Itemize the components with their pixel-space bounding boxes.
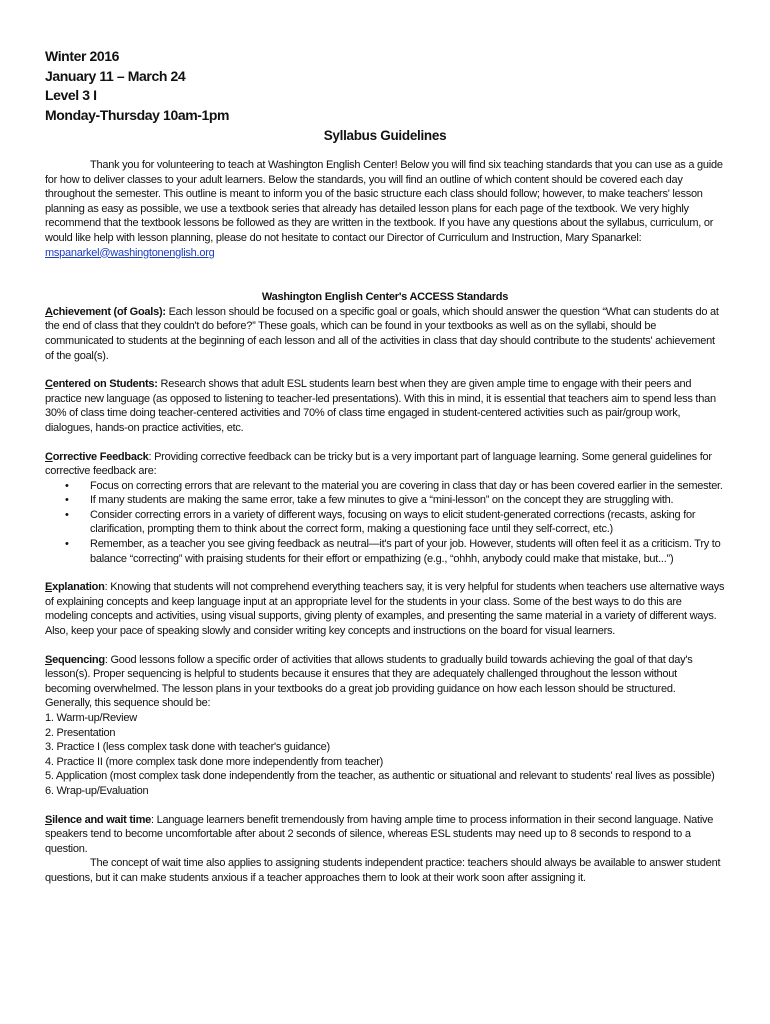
sequence-list (45, 711, 725, 799)
email-link[interactable]: mspanarkel@washingtonenglish.org (45, 246, 215, 259)
section-label (45, 654, 105, 666)
section-sequencing (45, 653, 725, 711)
bullet-icon: • (65, 538, 69, 551)
section-label-rest: entered on Students: (52, 378, 158, 391)
list-item: 5. Application (most complex task done independently from the teacher, as authentic or situational and relevant to students' real lives as possible) (45, 770, 715, 783)
section-label-rest: equencing (52, 653, 105, 666)
dates: January 11 – March 24 (45, 67, 186, 84)
bullet-text: If many students are making the same error, take a few minutes to give a “mini-lesson” on the concept they are struggling with. (90, 494, 674, 507)
section-centered (45, 377, 725, 435)
section-text: : Good lessons follow a specific order of activities that allows students to gradually build towards achieving the goal of that day's lesson(s). Proper sequencing is helpful to students because it ensures that they are adequately challenged throughout the lesson without becoming overwhelmed. The lesson plans in your textbooks do a great job providing guidance on how each lesson should be structured. Generally, this sequence should be: (45, 653, 693, 710)
bullet-icon: • (65, 479, 69, 492)
section-silence-paragraph-2: The concept of wait time also applies to assigning students independent practice: teachers should always be available to answer student questions, but it can make students anxious if a teacher approaches them to look at their work soon after assigning it. (45, 857, 721, 884)
section-silence (45, 813, 725, 857)
intro-email-line (45, 246, 725, 261)
section-label-rest: orrective Feedback (52, 450, 149, 463)
list-item (45, 537, 725, 566)
page-title: Syllabus Guidelines (323, 128, 447, 143)
list-item: 2. Presentation (45, 726, 116, 739)
document-page (45, 47, 725, 886)
section-label (45, 451, 148, 463)
schedule: Monday-Thursday 10am-1pm (45, 106, 230, 123)
section-label (45, 378, 158, 390)
section-initial: S (45, 813, 53, 826)
section-label (45, 814, 151, 826)
section-label (45, 306, 166, 318)
section-explanation (45, 580, 725, 638)
list-item (45, 508, 725, 537)
section-initial: A (45, 305, 53, 318)
section-label-rest: chievement (of Goals): (52, 305, 166, 318)
list-item (45, 479, 725, 494)
feedback-bullet-list (45, 479, 725, 567)
course-header (45, 47, 725, 125)
section-corrective (45, 450, 725, 479)
level: Level 3 I (45, 87, 97, 103)
bullet-icon: • (65, 494, 69, 507)
list-item: 4. Practice II (more complex task done more independently from teacher) (45, 755, 384, 768)
section-initial: E (45, 581, 53, 594)
section-achievement (45, 305, 725, 363)
bullet-text: Focus on correcting errors that are relevant to the material you are covering in class that day or has been covered earlier in the semester. (90, 479, 723, 492)
section-initial: C (45, 450, 53, 463)
section-label-rest: ilence and wait time (52, 813, 152, 826)
standards-title: Washington English Center's ACCESS Standards (261, 291, 509, 304)
intro-text: Thank you for volunteering to teach at Washington English Center! Below you will find six teaching standards that you can use as a guide for how to deliver classes to your adult learners. Below the standards, you will find an outline of which content should be covered each day throughout the semester. This outline is meant to inform you of the basic structure each class should follow; however, to make teachers' lesson planning as easy as possible, we use a textbook series that already has detailed lesson plans for each page of the textbook. We very highly recommend that the textbook lessons be followed as they are written in the textbook. If you have any questions about the syllabus, curriculum, or would like help with lesson planning, please do not hesitate to contact our Director of Curriculum and Instruction, Mary Spanarkel: (45, 159, 723, 244)
section-initial: S (45, 653, 53, 666)
intro-paragraph (45, 158, 725, 246)
bullet-text: Remember, as a teacher you see giving feedback as neutral—it's part of your job. However, students will often feel it as a criticism. Try to balance “correcting” with praising students for their effort or empathizing (e.g., “ohhh, anybody could make that mistake, but...”) (90, 538, 721, 565)
bullet-icon: • (65, 508, 69, 521)
section-label (45, 581, 105, 593)
section-text: Research shows that adult ESL students learn best when they are given ample time to engage with their peers and practice new language (as opposed to listening to teacher-led presentations). With this in mind, it is essential that teachers aim to spend less than 30% of class time doing teacher-centered activities and 70% of class time engaged in student-centered activities such as pair/group work, dialogues, hands-on practice activities, etc. (45, 378, 716, 434)
list-item: 1. Warm-up/Review (45, 712, 137, 724)
list-item (45, 493, 725, 508)
section-label-rest: xplanation (52, 581, 105, 594)
section-text: : Knowing that students will not comprehend everything teachers say, it is very helpful for students when teachers use alternative ways of explaining concepts and keep language input at an appropriate level for the students in your class. Some of the best ways to do this are modeling concepts and activities, using visual supports, giving plenty of examples, and presenting the same material in a variety of different ways. Also, keep your pace of speaking slowly and consider writing key concepts and instructions on the board for visual learners. (45, 581, 725, 638)
list-item: 3. Practice I (less complex task done with teacher's guidance) (45, 741, 330, 754)
list-item: 6. Wrap-up/Evaluation (45, 784, 149, 797)
section-text: Each lesson should be focused on a specific goal or goals, which should answer the question “What can students do at the end of class that they couldn't do before?” These goals, which can be found in your textbooks as well as on the syllabi, should be communicated to students at the beginning of each lesson and all of the activities in class that day should contribute to the students' achievement of the goal(s). (45, 305, 719, 362)
section-initial: C (45, 378, 53, 391)
bullet-text: Consider correcting errors in a variety of different ways, focusing on ways to elicit student-generated corrections (recasts, asking for clarification, prompting them to think about the correct form, making a questioning face until they self-correct, etc.) (90, 508, 696, 536)
section-text: : Language learners benefit tremendously from having ample time to process information in their second language. Native speakers tend to become uncomfortable after about 2 seconds of silence, whereas ESL students may need up to 8 seconds to respond to a question. (45, 813, 714, 855)
term: Winter 2016 (45, 48, 120, 64)
section-text: : Providing corrective feedback can be tricky but is a very important part of language learning. Some general guidelines for corrective feedback are: (45, 450, 712, 478)
